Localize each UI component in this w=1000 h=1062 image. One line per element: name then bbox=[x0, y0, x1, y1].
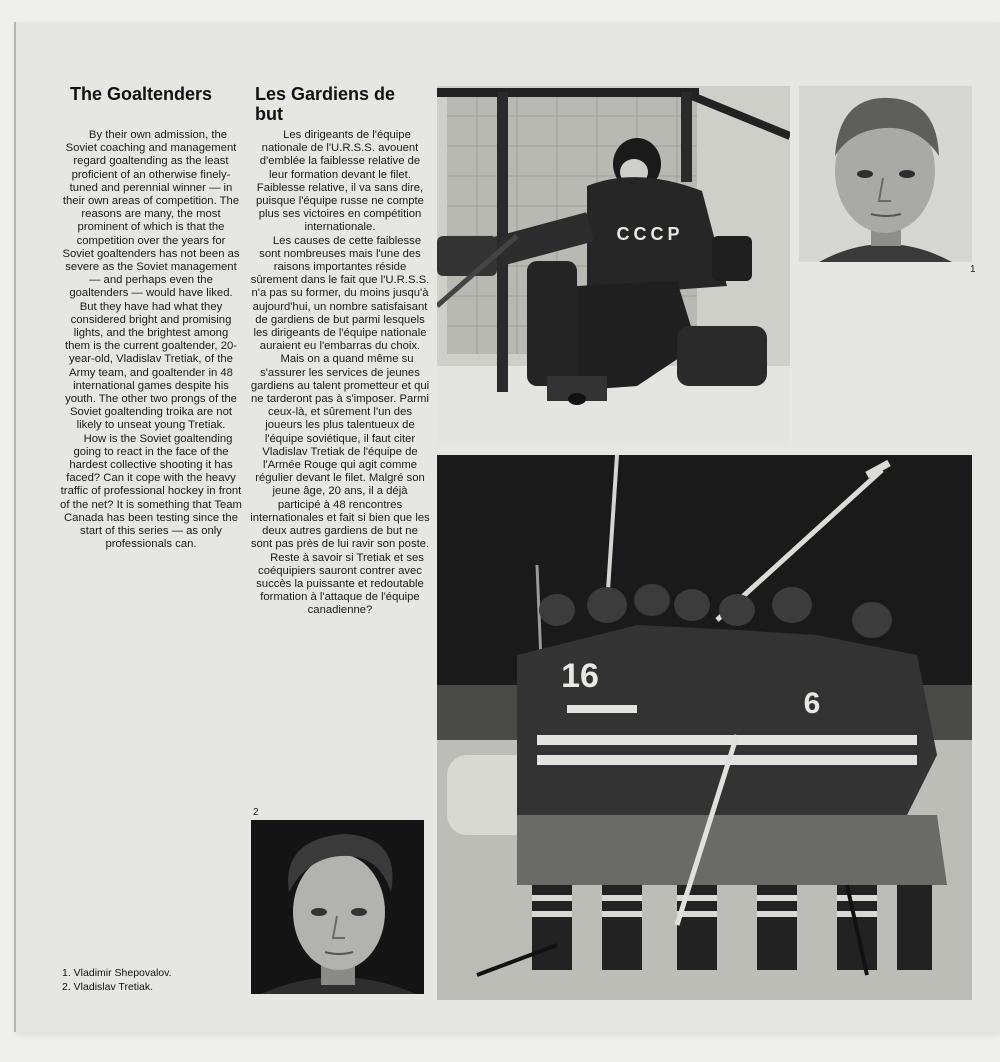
goaltender-action-photo bbox=[437, 86, 790, 445]
team-celebration-photo bbox=[437, 455, 972, 1000]
english-paragraph-2: How is the Soviet goaltending going to react in the face of the hardest collective shooting it has faced? Can it cope with the heavy traffic of professional hockey in front of the net? It is something that Team Canada has been testing since the start of this series — as only professionals can. bbox=[60, 432, 242, 551]
photo-marker-1: 1 bbox=[970, 264, 976, 275]
french-article bbox=[250, 129, 430, 618]
english-article bbox=[60, 129, 242, 552]
photo-captions bbox=[62, 966, 172, 994]
portrait-tretiak-photo bbox=[251, 820, 424, 994]
photo-marker-2: 2 bbox=[253, 807, 259, 818]
french-paragraph-2: Les causes de cette faiblesse sont nombreuses mais l'une des raisons importantes réside sûrement dans le fait que l'U.R.S.S. n'a pas su former, du moins jusqu'à aujourd'hui, un nombre satisfaisant de gardiens de but parmi lesquels les dirigeants de l'équipe nationale auraient eu l'embarras du choix. bbox=[250, 234, 430, 353]
french-title: Les Gardiens de but bbox=[255, 84, 396, 124]
jersey-lettering: CCCP bbox=[616, 224, 684, 244]
portrait-shepovalov-photo bbox=[799, 86, 972, 262]
french-paragraph-4: Reste à savoir si Tretiak et ses coéquipiers sauront contrer avec succès la puissante et redoutable formation à l'attaque de l'équipe canadienne? bbox=[256, 551, 424, 617]
jersey-number-6: 6 bbox=[803, 687, 821, 720]
english-paragraph-1: By their own admission, the Soviet coaching and management regard goaltending as the least proficient of an otherwise finely-tuned and perennial winner — in their own areas of competition. The reasons are many, the most prominent of which is that the competition over the years for Soviet goaltenders has not been as severe as the Soviet management — and perhaps even the goaltenders — would have liked. But they have had what they considered bright and promising lights, and the brightest among them is the current goaltender, 20-year-old, Vladislav Tretiak, of the Army team, and goaltender in 48 international games despite his youth. The other two prongs of the Soviet goaltending troika are not likely to unseat young Tretiak. bbox=[62, 129, 240, 432]
caption-1: 1. Vladimir Shepovalov. bbox=[62, 967, 172, 979]
english-title: The Goaltenders bbox=[70, 84, 213, 104]
caption-2: 2. Vladislav Tretiak. bbox=[62, 981, 154, 993]
jersey-number-16: 16 bbox=[561, 657, 599, 695]
french-paragraph-1: Les dirigeants de l'équipe nationale de l'U.R.S.S. avouent d'emblée la faiblesse relative de leur formation devant le filet. Faiblesse relative, il va sans dire, puisque l'équipe russe ne compte plus ses victoires en compétition internationale. bbox=[256, 129, 424, 234]
french-paragraph-3: Mais on a quand même su s'assurer les services de jeunes gardiens au talent prometteur et qui ne tarderont pas à s'imposer. Parmi ceux-là, et sûrement l'un des joueurs les plus talentueux de l'équipe soviétique, il faut citer Vladislav Tretiak de l'équipe de l'Armée Rouge qui agit comme régulier devant le filet. Malgré son jeune âge, 20 ans, il a déjà participé à 48 rencontres internationales et fait si bien que les deux autres gardiens de but ne sont pas près de lui ravir son poste. bbox=[250, 353, 430, 551]
